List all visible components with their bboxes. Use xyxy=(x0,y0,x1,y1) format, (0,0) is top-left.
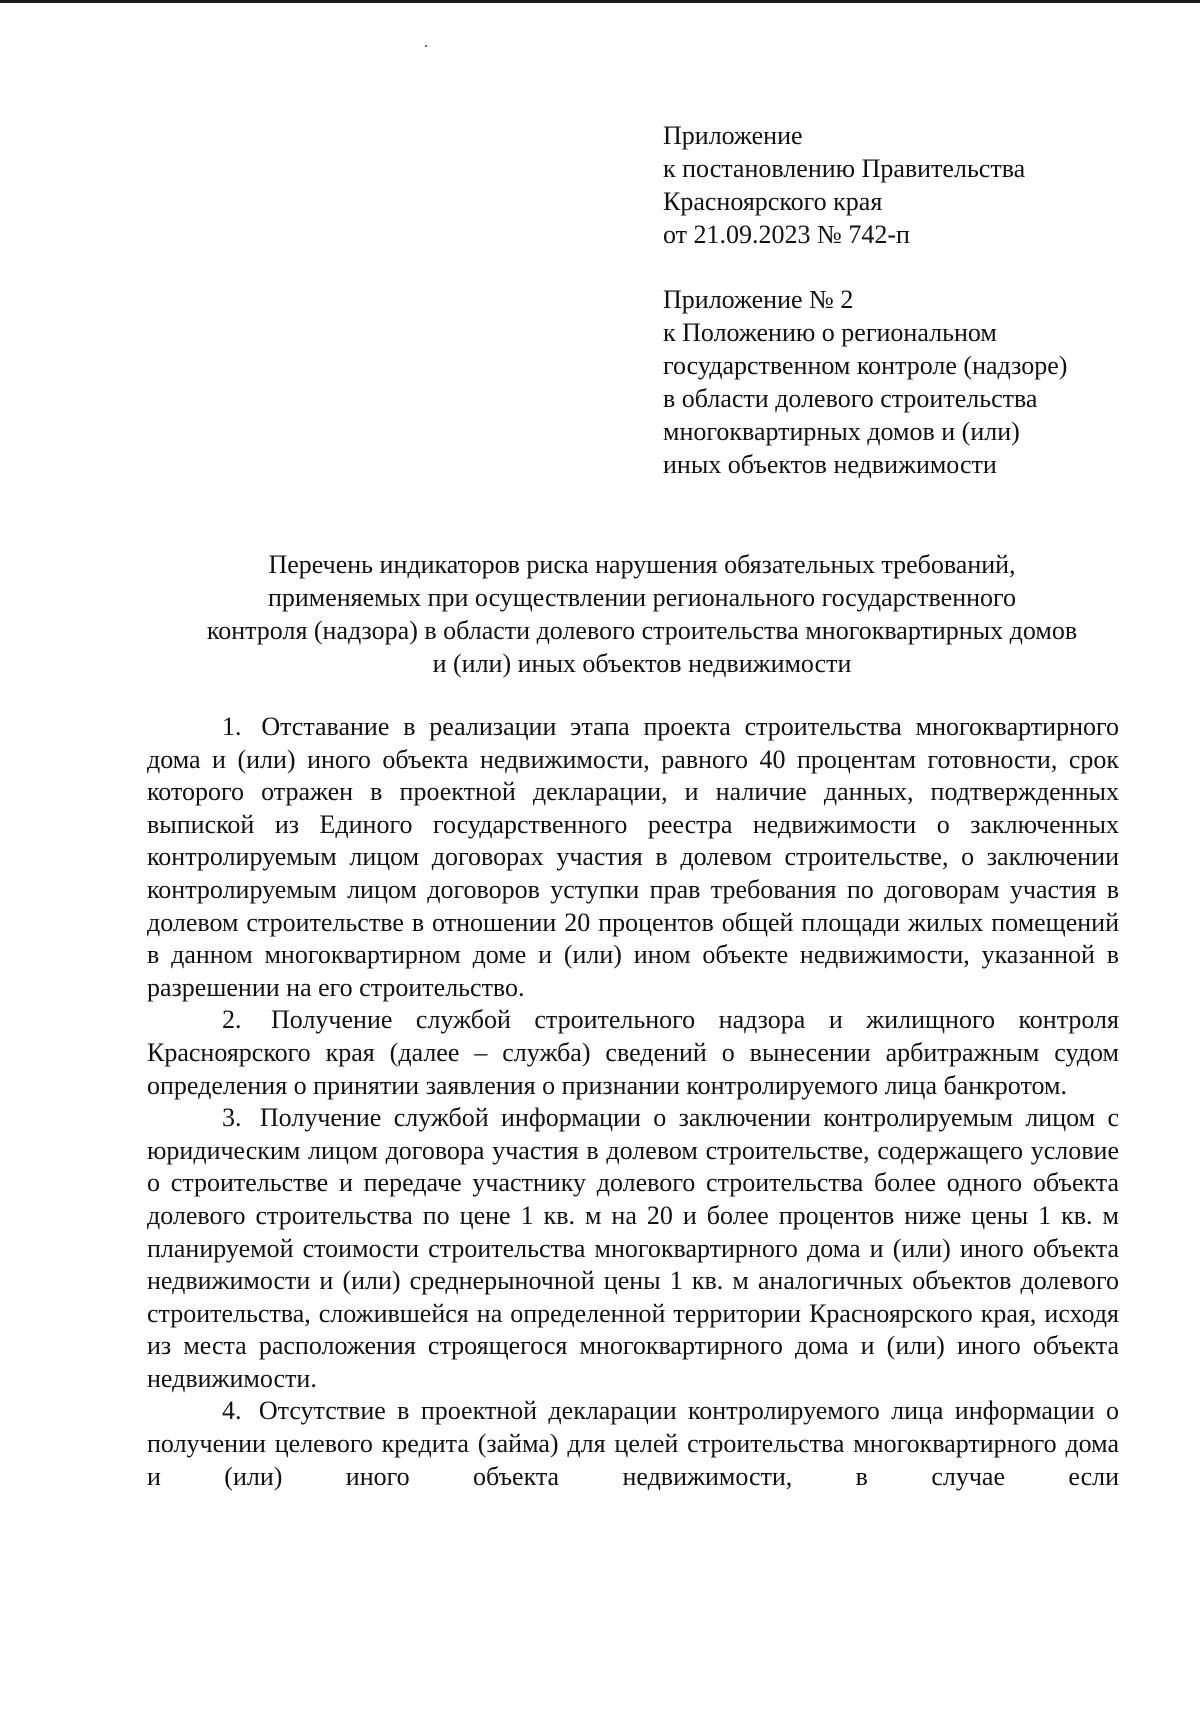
paragraph-text: Получение службой строительного надзора и жилищного контроля Красноярского края (далее – служба) сведений о вынесении арбитражным судом определения о принятии заявления о признании контролируемого лица банкротом. xyxy=(147,1005,1119,1100)
annex-header-block xyxy=(663,119,1143,251)
annex-2-line: многоквартирных домов и (или) xyxy=(663,417,1020,446)
document-body xyxy=(147,711,1119,1493)
document-title xyxy=(140,548,1144,680)
annex-line: Приложение xyxy=(663,121,803,150)
paragraph-number: 2. xyxy=(222,1005,242,1035)
annex-2-line: в области долевого строительства xyxy=(663,384,1038,413)
paragraph-number: 4. xyxy=(222,1396,242,1426)
annex-line: от 21.09.2023 № 742-п xyxy=(663,220,910,249)
title-line: контроля (надзора) в области долевого строительства многоквартирных домов xyxy=(206,616,1078,645)
paragraph-3 xyxy=(147,1102,1119,1395)
paragraph-number: 3. xyxy=(222,1103,242,1133)
paragraph-2 xyxy=(147,1004,1119,1102)
annex-line: Красноярского края xyxy=(663,187,883,216)
annex-line: к постановлению Правительства xyxy=(663,154,1026,183)
paragraph-text: Отсутствие в проектной декларации контролируемого лица информации о получении целевого кредита (займа) для целей строительства многоквартирного дома и (или) иного объекта недвижимости, в случае если xyxy=(147,1396,1119,1491)
paragraph-text: Отставание в реализации этапа проекта строительства многоквартирного дома и (или) иного объекта недвижимости, равного 40 процентам готовности, срок которого отражен в проектной декларации, и наличие данных, подтвержденных выпиской из Единого государственного реестра недвижимости о заключенных контролируемым лицом договорах участия в долевом строительстве, о заключении контролируемым лицом договоров уступки прав требования по договорам участия в долевом строительстве в отношении 20 процентов общей площади жилых помещений в данном многоквартирном доме и (или) ином объекте недвижимости, указанной в разрешении на его строительство. xyxy=(147,712,1119,1002)
annex-2-line: государственном контроле (надзоре) xyxy=(663,351,1068,380)
annex-2-line: Приложение № 2 xyxy=(663,285,854,314)
paragraph-text: Получение службой информации о заключении контролируемым лицом с юридическим лицом договора участия в долевом строительстве, содержащего условие о строительстве и передаче участнику долевого строительства более одного объекта долевого строительства по цене 1 кв. м на 20 и более процентов ниже цены 1 кв. м планируемой стоимости строительства многоквартирного дома и (или) иного объекта недвижимости и (или) среднерыночной цены 1 кв. м аналогичных объектов долевого строительства, сложившейся на определенной территории Красноярского края, исходя из места расположения строящегося многоквартирного дома и (или) иного объекта недвижимости. xyxy=(147,1103,1120,1393)
paragraph-1 xyxy=(147,711,1119,1004)
scan-speck xyxy=(425,45,427,47)
annex-2-header-block xyxy=(663,283,1143,481)
title-line: и (или) иных объектов недвижимости xyxy=(432,649,852,678)
annex-2-line: к Положению о региональном xyxy=(663,318,997,347)
title-line: применяемых при осуществлении регионального государственного xyxy=(267,583,1017,612)
paragraph-number: 1. xyxy=(222,712,242,741)
page-top-edge xyxy=(0,0,1200,3)
title-line: Перечень индикаторов риска нарушения обязательных требований, xyxy=(268,550,1016,579)
paragraph-4 xyxy=(147,1395,1119,1493)
annex-2-line: иных объектов недвижимости xyxy=(663,450,997,479)
